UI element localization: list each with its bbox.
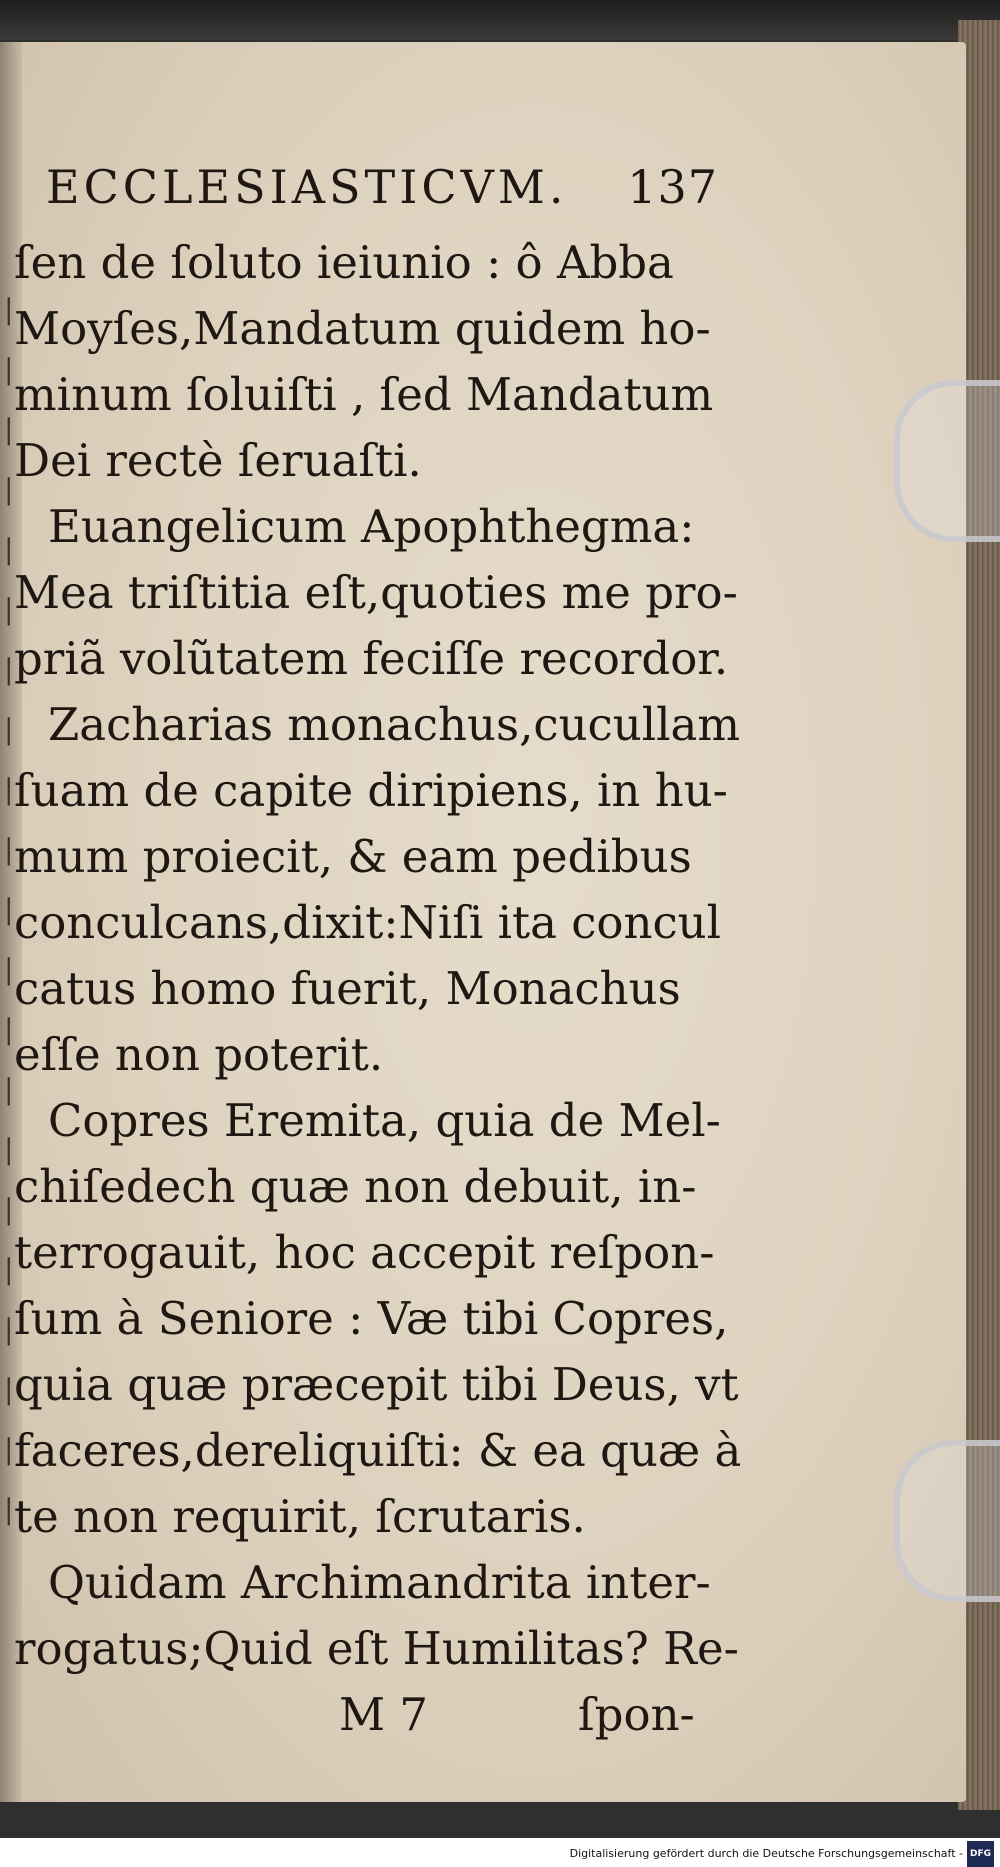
text-line: Euangelicum Apophthegma: (48, 500, 695, 553)
text-line: ſum à Seniore : Væ tibi Copres, (14, 1292, 729, 1345)
signature-mark: M 7 (339, 1688, 429, 1741)
credit-text: Digitalisierung gefördert durch die Deutsche Forschungsgemeinschaft - (569, 1847, 963, 1860)
text-line: Quidam Archimandrita inter- (48, 1556, 711, 1609)
text-line: Moyſes,Mandatum quidem ho- (14, 302, 711, 355)
text-line: minum ſoluiſti , ſed Mandatum (14, 368, 714, 421)
text-line: Mea triſtitia eſt,quoties me pro- (14, 566, 738, 619)
text-line: ſuam de capite diripiens, in hu- (14, 764, 728, 817)
page-clip-bottom (894, 1440, 1000, 1602)
text-line: rogatus;Quid eſt Humilitas? Re- (14, 1622, 739, 1675)
text-line: catus homo fuerit, Monachus (14, 962, 681, 1015)
catchword: ſpon- (578, 1688, 695, 1741)
text-line: Copres Eremita, quia de Mel- (48, 1094, 721, 1147)
text-line: Dei rectè ſeruaſti. (14, 434, 422, 487)
dfg-logo: DFG (967, 1841, 994, 1867)
running-title: ECCLESIASTICVM. (46, 160, 568, 214)
text-line: conculcans,dixit:Niſi ita concul (14, 896, 722, 949)
text-line: ſen de ſoluto ieiunio : ô Abba (14, 236, 674, 289)
text-line: te non requirit, ſcrutaris. (14, 1490, 586, 1543)
text-line: terrogauit, hoc accepit reſpon- (14, 1226, 715, 1279)
page-clip-top (894, 380, 1000, 542)
text-line: eſſe non poterit. (14, 1028, 384, 1081)
scan-background-top (0, 0, 1000, 40)
page-number: 137 (627, 160, 718, 214)
text-line: mum proiecit, & eam pedibus (14, 830, 692, 883)
digitization-credit (0, 1841, 1000, 1865)
text-line: chiſedech quæ non debuit, in- (14, 1160, 697, 1213)
page-text (14, 160, 742, 1748)
text-line: priã volũtatem feciſſe recordor. (14, 632, 729, 685)
margin-bleed-marks: | | | | | | | | | | | | | | | | | | | | | (4, 293, 14, 1526)
text-line: quia quæ præcepit tibi Deus, vt (14, 1358, 739, 1411)
text-line: Zacharias monachus,cucullam (48, 698, 741, 751)
running-header (46, 160, 718, 230)
text-line: faceres,dereliquiſti: & ea quæ à (14, 1424, 742, 1477)
text-lines (14, 230, 742, 1682)
page-footer (14, 1682, 714, 1748)
